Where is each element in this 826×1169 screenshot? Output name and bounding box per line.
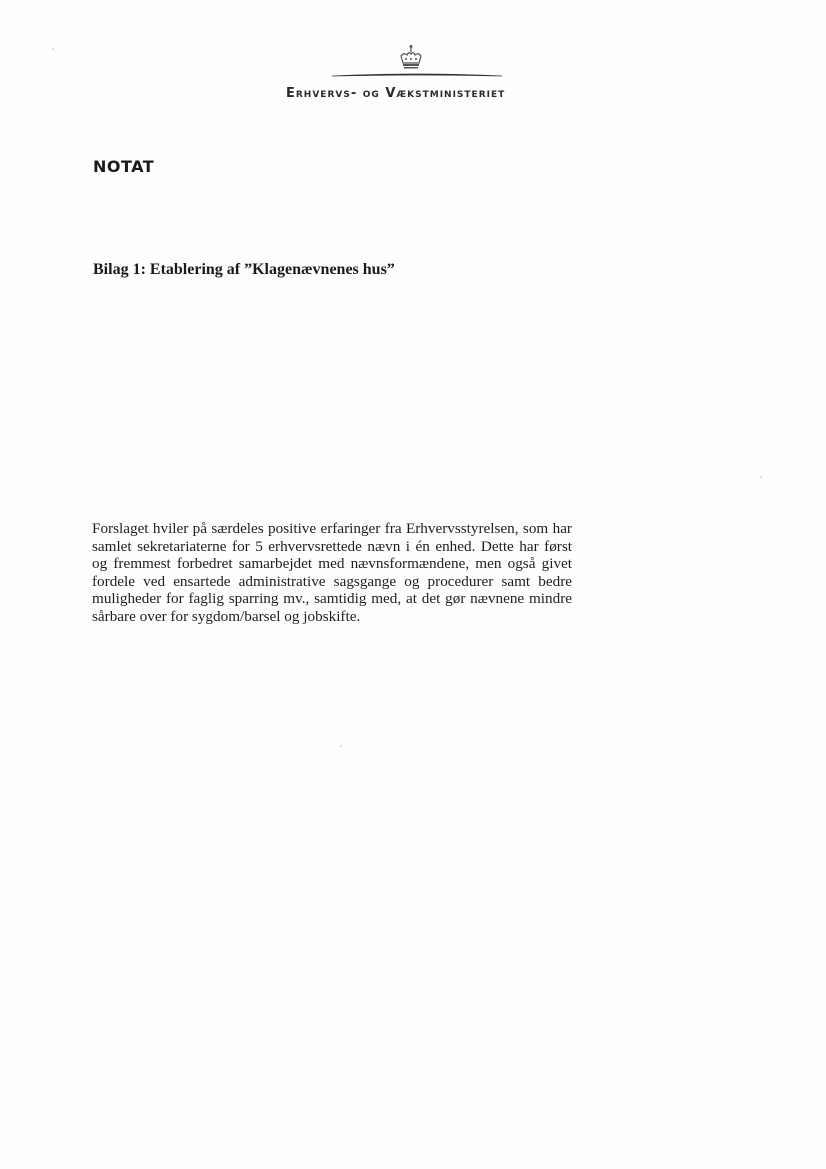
body-paragraph: Forslaget hviler på særdeles positive erfaringer fra Erhvervsstyrelsen, som har samlet sekretariaterne for 5 erhvervsrettede nævn i én enhed. Dette har først og fremmest forbedret samarbejdet med nævnsformændene, men også givet fordele ved ensartede administrative sagsgange og procedurer samt bedre muligheder for faglig sparring mv., samtidig med, at det gør nævnene mindre sårbare over for sygdom/barsel og jobskifte.	[92, 520, 572, 625]
document-type-label: NOTAT	[93, 157, 155, 176]
scan-speck	[340, 745, 342, 747]
scan-speck	[760, 476, 762, 478]
scan-speck	[52, 48, 54, 50]
ministry-name: Erhvervs- og Vækstministeriet	[286, 86, 506, 101]
letterhead	[270, 40, 560, 110]
document-title: Bilag 1: Etablering af ”Klagenævnenes hus”	[93, 261, 395, 278]
letterhead-rule	[332, 72, 502, 78]
crown-icon	[398, 44, 424, 72]
